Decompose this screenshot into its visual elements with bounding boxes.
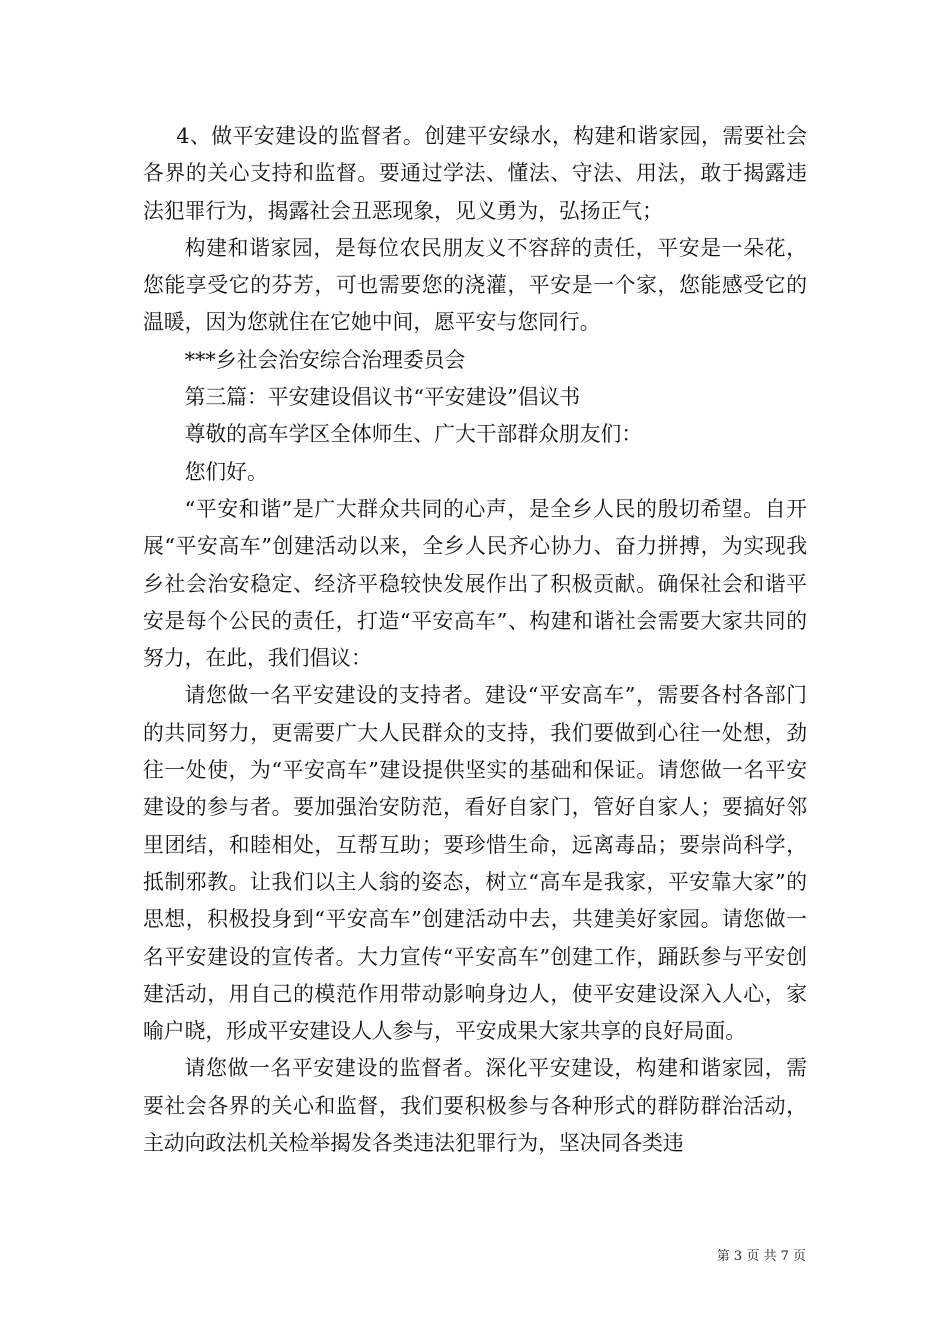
paragraph-supervisor-4: 4、做平安建设的监督者。创建平安绿水，构建和谐家园，需要社会各界的关心支持和监督。要通过学法、懂法、守法、用法，敢于揭露违法犯罪行为，揭露社会丑恶现象，见义勇为，弘扬正气； (143, 124, 807, 223)
paragraph-section-title: 第三篇：平安建设倡议书“平安建设”倡议书 (184, 385, 581, 410)
document-body (143, 118, 807, 1162)
paragraph-greeting: 您们好。 (184, 459, 268, 484)
paragraph-committee-signature: ***乡社会治安综合治理委员会 (184, 347, 466, 372)
paragraph-harmonious-home: 构建和谐家园，是每位农民朋友义不容辞的责任，平安是一朵花，您能享受它的芬芳，可也需要您的浇灌，平安是一个家，您能感受它的温暖，因为您就住在它她中间，愿平安与您同行。 (143, 235, 807, 335)
paragraph-supporter-participant-promoter: 请您做一名平安建设的支持者。建设“平安高车”，需要各村各部门的共同努力，更需要广大人民群众的支持，我们要做到心往一处想，劲往一处使，为“平安高车”建设提供坚实的基础和保证。请您做一名平安建设的参与者。要加强治安防范，看好自家门，管好自家人；要搞好邻里团结，和睦相处，互帮互助；要珍惜生命，远离毒品；要崇尚科学，抵制邪教。让我们以主人翁的姿态，树立“高车是我家，平安靠大家”的思想，积极投身到“平安高车”创建活动中去，共建美好家园。请您做一名平安建设的宣传者。大力宣传“平安高车”创建工作，踊跃参与平安创建活动，用自己的模范作用带动影响身边人，使平安建设深入人心，家喻户晓，形成平安建设人人参与，平安成果大家共享的良好局面。 (143, 683, 807, 1044)
page-number-footer: 第 3 页 共 7 页 (716, 1249, 806, 1264)
paragraph-salutation: 尊敬的高车学区全体师生、广大干部群众朋友们： (184, 422, 643, 447)
paragraph-intro: “平安和谐”是广大群众共同的心声，是全乡人民的殷切希望。自开展“平安高车”创建活动以来，全乡人民齐心协力、奋力拼搏，为实现我乡社会治安稳定、经济平稳较快发展作出了积极贡献。确保社会和谐平安是每个公民的责任，打造“平安高车”、构建和谐社会需要大家共同的努力，在此，我们倡议： (143, 496, 807, 671)
paragraph-supervisor: 请您做一名平安建设的监督者。深化平安建设，构建和谐家园，需要社会各界的关心和监督，我们要积极参与各种形式的群防群治活动，主动向政法机关检举揭发各类违法犯罪行为，坚决同各类违 (143, 1056, 807, 1156)
